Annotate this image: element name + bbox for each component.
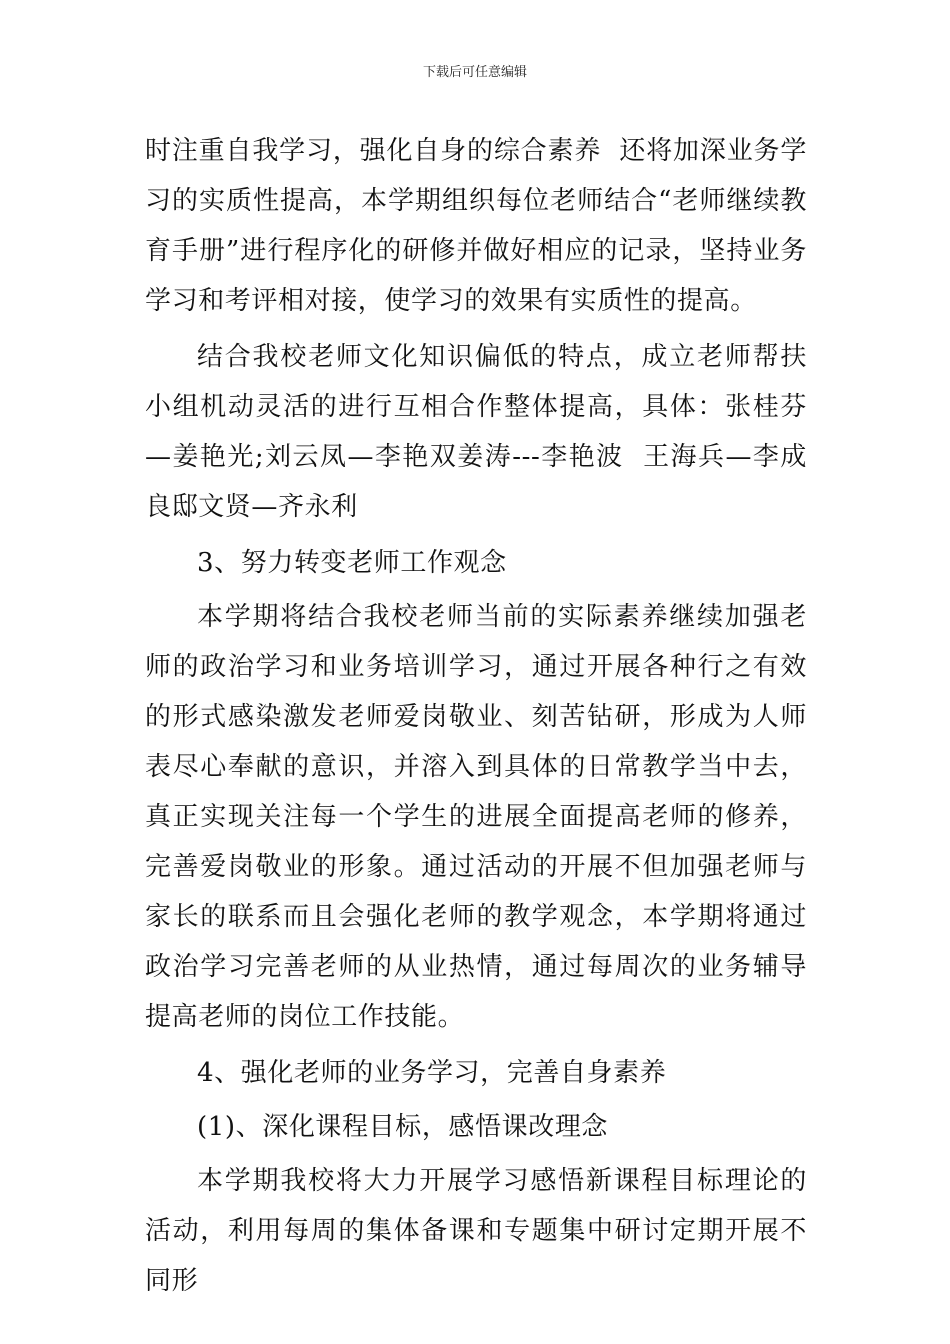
paragraph-mentoring-groups: 结合我校老师文化知识偏低的特点，成立老师帮扶小组机动灵活的进行互相合作整体提高，具体：张桂芬—姜艳光;刘云凤—李艳双姜涛---李艳波 王海兵—李成良邸文贤—齐永利: [145, 342, 807, 522]
section-heading-4: 4、强化老师的业务学习，完善自身素养: [197, 1058, 667, 1088]
paragraph-work-concept: 本学期将结合我校老师当前的实际素养继续加强老师的政治学习和业务培训学习，通过开展各种行之有效的形式感染激发老师爱岗敬业、刻苦钻研，形成为人师表尽心奉献的意识，并溶入到具体的日常教学当中去，真正实现关注每一个学生的进展全面提高老师的修养，完善爱岗敬业的形象。通过活动的开展不但加强老师与家长的联系而且会强化老师的教学观念，本学期将通过政治学习完善老师的从业热情，通过每周次的业务辅导提高老师的岗位工作技能。: [145, 602, 807, 1032]
section-heading-3: 3、努力转变老师工作观念: [197, 548, 507, 578]
page-header: 下载后可任意编辑: [422, 65, 527, 80]
document-body: [145, 126, 807, 1306]
paragraph-curriculum-goals: 本学期我校将大力开展学习感悟新课程目标理论的活动，利用每周的集体备课和专题集中研讨定期开展不同形: [145, 1166, 807, 1296]
subsection-heading-1: (1)、深化课程目标，感悟课改理念: [197, 1112, 609, 1142]
paragraph-continuation: 时注重自我学习，强化自身的综合素养 还将加深业务学习的实质性提高，本学期组织每位老师结合“老师继续教育手册”进行程序化的研修并做好相应的记录，坚持业务学习和考评相对接，使学习的效果有实质性的提高。: [145, 136, 807, 316]
